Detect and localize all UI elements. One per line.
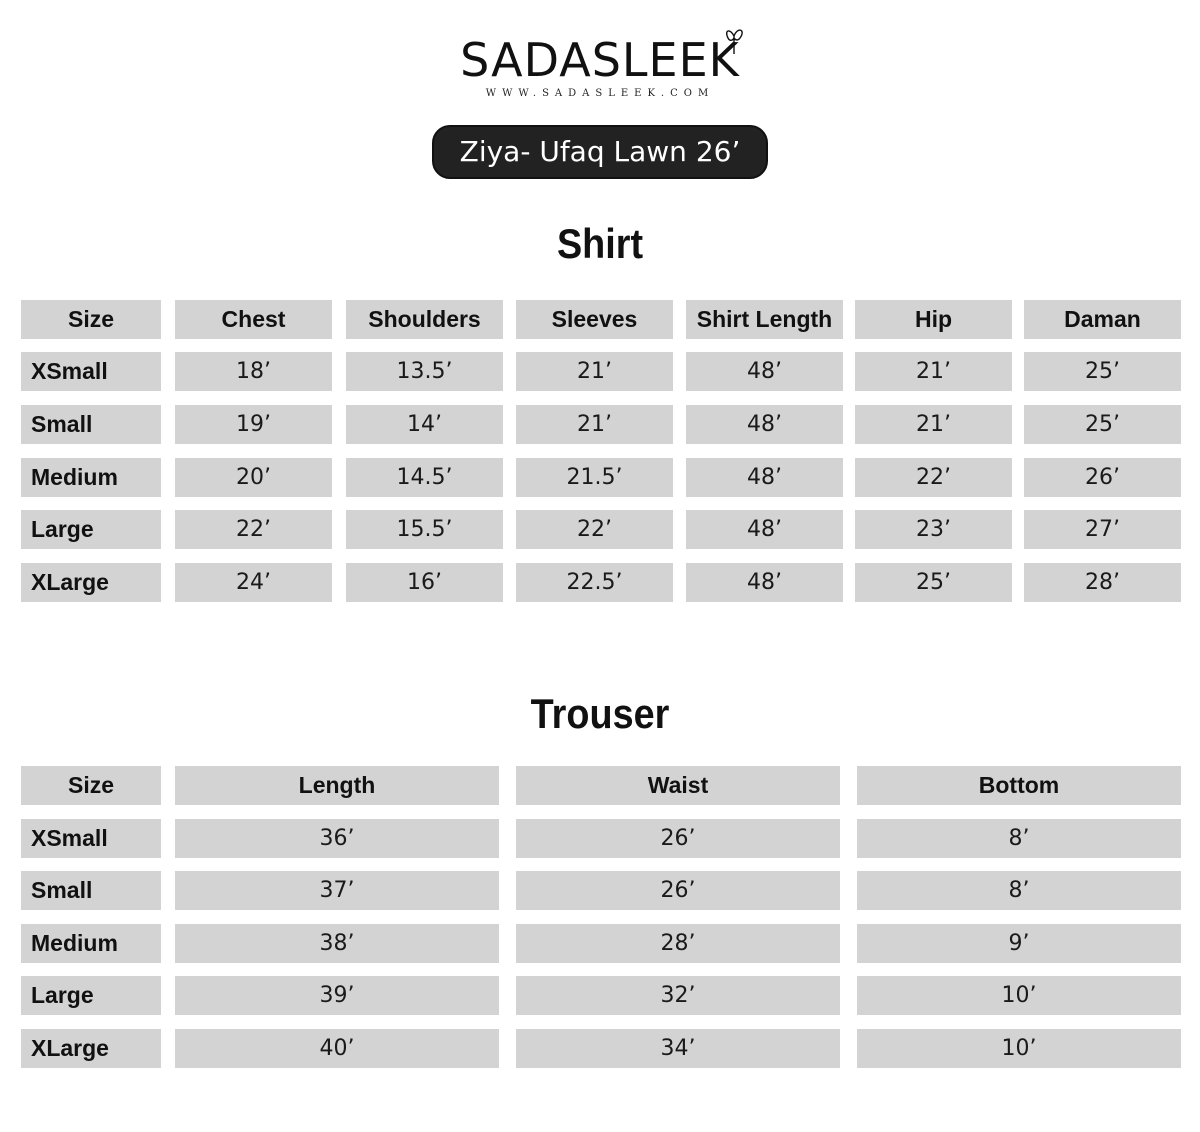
shirt-table-cell: 21’ bbox=[516, 405, 673, 444]
shirt-table-cell: 24’ bbox=[175, 563, 332, 602]
trouser-table-cell: 26’ bbox=[516, 871, 840, 910]
trouser-table-cell: 28’ bbox=[516, 924, 840, 963]
shirt-table-cell: 48’ bbox=[686, 510, 843, 549]
trouser-row-size-label: Medium bbox=[21, 924, 161, 963]
shirt-row-size-label: Small bbox=[21, 405, 161, 444]
shirt-table-cell: 22’ bbox=[855, 458, 1012, 497]
shirt-section-title: Shirt bbox=[556, 220, 644, 267]
trouser-column-header: Waist bbox=[516, 766, 840, 805]
shirt-table-cell: 25’ bbox=[1024, 352, 1181, 391]
shirt-table-cell: 23’ bbox=[855, 510, 1012, 549]
shirt-table-cell: 22’ bbox=[175, 510, 332, 549]
shirt-table-cell: 13.5’ bbox=[346, 352, 503, 391]
shirt-table-cell: 20’ bbox=[175, 458, 332, 497]
shirt-table-cell: 48’ bbox=[686, 458, 843, 497]
trouser-column-header: Length bbox=[175, 766, 499, 805]
shirt-table-cell: 22.5’ bbox=[516, 563, 673, 602]
shirt-row-size-label: XSmall bbox=[21, 352, 161, 391]
shirt-table-cell: 18’ bbox=[175, 352, 332, 391]
shirt-row-size-label: Medium bbox=[21, 458, 161, 497]
trouser-table-cell: 8’ bbox=[857, 871, 1181, 910]
shirt-table-cell: 22’ bbox=[516, 510, 673, 549]
trouser-table-cell: 38’ bbox=[175, 924, 499, 963]
trouser-row-size-label: Small bbox=[21, 871, 161, 910]
brand-url: WWW.SADASLEEK.COM bbox=[485, 88, 715, 99]
trouser-table-cell: 37’ bbox=[175, 871, 499, 910]
trouser-table-cell: 40’ bbox=[175, 1029, 499, 1068]
collection-title-badge: Ziya- Ufaq Lawn 26’ bbox=[432, 125, 768, 179]
butterfly-icon bbox=[722, 26, 746, 56]
shirt-column-header: Daman bbox=[1024, 300, 1181, 339]
shirt-table-cell: 48’ bbox=[686, 563, 843, 602]
brand-logo bbox=[0, 30, 1200, 100]
trouser-table-cell: 10’ bbox=[857, 976, 1181, 1015]
shirt-table-cell: 21’ bbox=[855, 352, 1012, 391]
shirt-table-cell: 21’ bbox=[855, 405, 1012, 444]
shirt-column-header: Chest bbox=[175, 300, 332, 339]
shirt-table-cell: 21’ bbox=[516, 352, 673, 391]
shirt-column-header: Shoulders bbox=[346, 300, 503, 339]
trouser-table-cell: 9’ bbox=[857, 924, 1181, 963]
shirt-table-cell: 48’ bbox=[686, 405, 843, 444]
shirt-table-cell: 19’ bbox=[175, 405, 332, 444]
trouser-table-cell: 32’ bbox=[516, 976, 840, 1015]
trouser-table-cell: 10’ bbox=[857, 1029, 1181, 1068]
trouser-table-cell: 8’ bbox=[857, 819, 1181, 858]
shirt-row-size-label: XLarge bbox=[21, 563, 161, 602]
trouser-column-header: Bottom bbox=[857, 766, 1181, 805]
shirt-column-header: Size bbox=[21, 300, 161, 339]
shirt-table-cell: 26’ bbox=[1024, 458, 1181, 497]
trouser-row-size-label: Large bbox=[21, 976, 161, 1015]
trouser-table-cell: 36’ bbox=[175, 819, 499, 858]
shirt-column-header: Sleeves bbox=[516, 300, 673, 339]
shirt-row-size-label: Large bbox=[21, 510, 161, 549]
brand-name-text: SADASLEEK bbox=[460, 33, 740, 87]
shirt-column-header: Shirt Length bbox=[686, 300, 843, 339]
trouser-row-size-label: XLarge bbox=[21, 1029, 161, 1068]
trouser-table-cell: 34’ bbox=[516, 1029, 840, 1068]
shirt-table-cell: 14’ bbox=[346, 405, 503, 444]
shirt-table-cell: 48’ bbox=[686, 352, 843, 391]
shirt-table-cell: 28’ bbox=[1024, 563, 1181, 602]
trouser-table-cell: 39’ bbox=[175, 976, 499, 1015]
trouser-section-title: Trouser bbox=[530, 690, 670, 737]
trouser-column-header: Size bbox=[21, 766, 161, 805]
shirt-table-cell: 15.5’ bbox=[346, 510, 503, 549]
trouser-table-cell: 26’ bbox=[516, 819, 840, 858]
shirt-table-cell: 25’ bbox=[855, 563, 1012, 602]
brand-name bbox=[460, 30, 740, 90]
shirt-table-cell: 25’ bbox=[1024, 405, 1181, 444]
trouser-row-size-label: XSmall bbox=[21, 819, 161, 858]
shirt-table-cell: 14.5’ bbox=[346, 458, 503, 497]
shirt-table-cell: 16’ bbox=[346, 563, 503, 602]
shirt-column-header: Hip bbox=[855, 300, 1012, 339]
shirt-table-cell: 27’ bbox=[1024, 510, 1181, 549]
shirt-table-cell: 21.5’ bbox=[516, 458, 673, 497]
